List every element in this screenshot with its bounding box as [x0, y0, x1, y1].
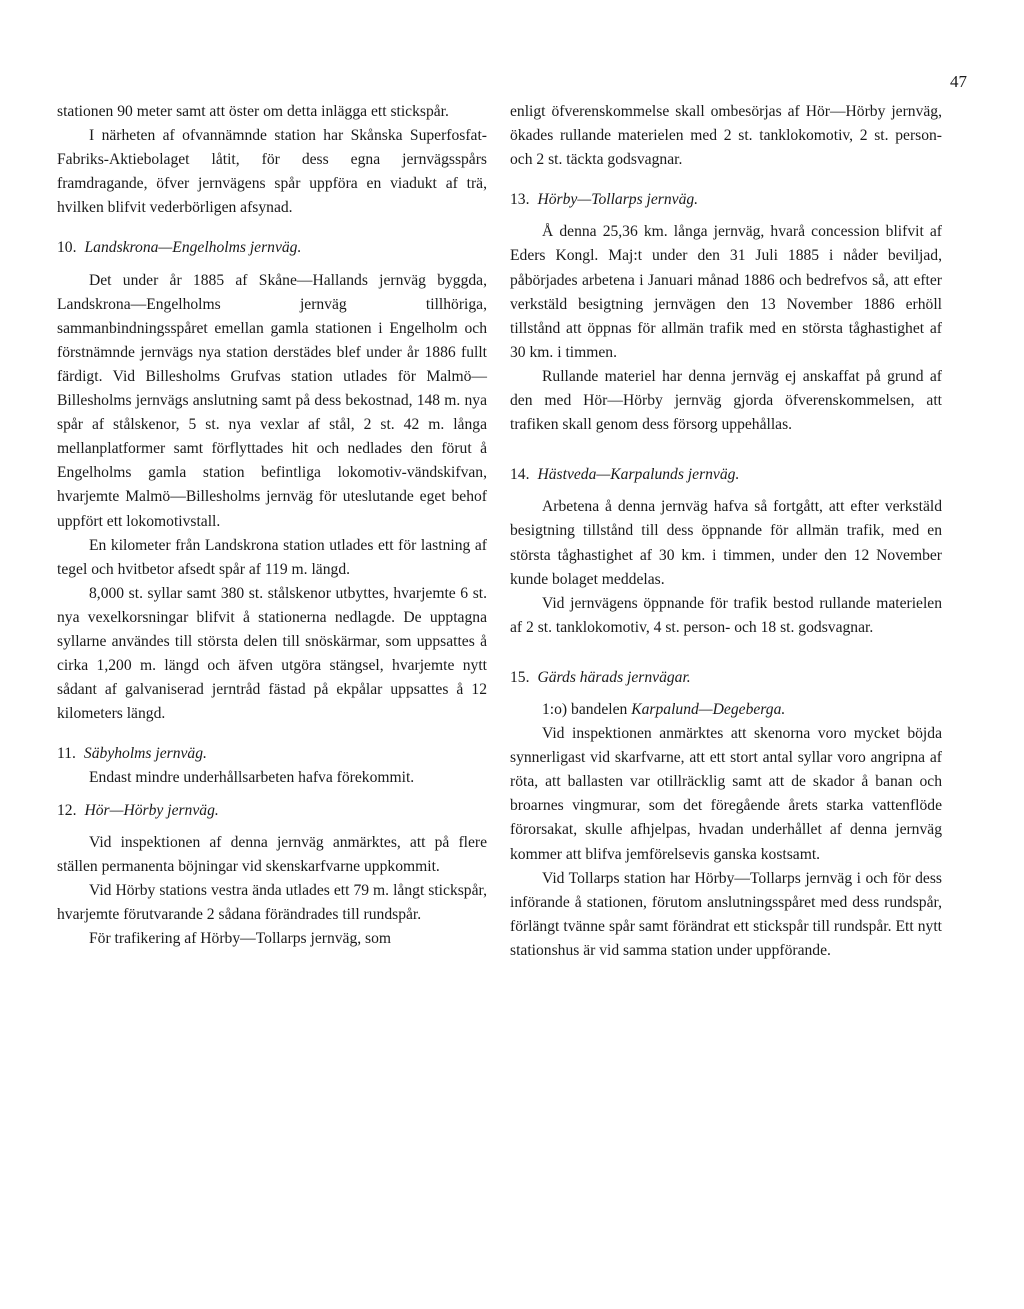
paragraph: stationen 90 meter samt att öster om detta inlägga ett stickspår.: [57, 103, 449, 120]
paragraph: Endast mindre underhållsarbeten hafva förekommit.: [89, 769, 415, 787]
paragraph: Vid Tollarps station har Hörby—Tollarps jernväg i och för dess införande å stationen, förutom anslutningsspåret med dess rundspår, förlängt tvänne spår samt förändrat ett stickspår till rundspår. Ett nytt stationshus är vid samma station under uppförande.: [510, 869, 942, 959]
page-number: 47: [950, 72, 967, 91]
section-heading-10: [57, 236, 487, 260]
paragraph: Å denna 25,36 km. långa jernväg, hvarå concession blifvit af Eders Kongl. Maj:t under den 31 Juli 1885 i nåder beviljad, påbörjades arbetena i Januari månad 1886 och bedrefvos så, att efter verkstäld besigtning jernvägen den 13 November 1886 erhöll tillstånd att öppnas för allmän trafik med en största tåghastighet af 30 km. i timmen.: [510, 223, 942, 361]
paragraph: En kilometer från Landskrona station utlades ett för lastning af tegel och hvitbetor afsedt spår af 119 m. längd.: [57, 536, 487, 578]
paragraph: Vid jernvägens öppnande för trafik bestod rullande materielen af 2 st. tanklokomotiv, 4 st. person- och 18 st. godsvagnar.: [510, 594, 942, 636]
paragraph: enligt öfverenskommelse skall ombesörjas af Hör—Hörby jernväg, ökades rullande materielen med 2 st. tanklokomotiv, 2 st. person- och 2 st. täckta godsvagnar.: [510, 103, 942, 169]
section-number: 13.: [510, 191, 530, 209]
paragraph: Vid inspektionen anmärktes att skenorna voro mycket böjda synnerligast vid skarfvarne, att ett stort antal syllar voro angripna af röta, att ballasten var otillräcklig samt att de skador å banan och broarnes vingmurar, som det föregående årets starka vattenflöde förorsakat, skulle afhjelpas, hvadan underhållet af denna jernväg kommer att blifva jemförelsevis ganska kostsamt.: [510, 725, 942, 863]
section-heading-12: [57, 799, 487, 823]
subsection-title: Karpalund—Degeberga.: [631, 700, 786, 718]
paragraph: Arbetena å denna jernväg hafva så fortgått, att efter verkstäld besigtning tillstånd till dess öppnande för allmän trafik, med en största tåghastighet af 30 km. i timmen, under den 12 November kunde bolaget meddelas.: [510, 498, 942, 588]
section-number: 10.: [57, 239, 77, 257]
section-title: Gärds härads jernvägar.: [537, 668, 691, 686]
paragraph: I närheten af ofvannämnde station har Skånska Superfosfat-Fabriks-Aktiebolaget låtit, för dess egna jernvägsspårs framdragande, öfver jernvägens spår uppföra en viadukt af trä, hvilken blifvit vederbörligen afsynad.: [57, 127, 487, 217]
paragraph: Vid inspektionen af denna jernväg anmärktes, att på flere ställen permanenta böjningar vid skenskarfvarne uppkommit.: [57, 833, 487, 875]
section-title: Hörby—Tollarps jernväg.: [537, 191, 699, 209]
section-number: 12.: [57, 801, 77, 819]
paragraph: 8,000 st. syllar samt 380 st. stålskenor utbyttes, hvarjemte 6 st. nya vexelkorsningar blifvit å stationerna nedlagde. De upptagna syllarne användes till största delen till snöskärmar, som uppsattes å cirka 1,200 m. längd och äfven utgöra stängsel, hvarjemte nytt sådant af galvaniserad jerntråd fästad på ekpålar uppsattes å 12 kilometers längd.: [57, 584, 487, 723]
section-number: 14.: [510, 466, 530, 484]
paragraph: Rullande materiel har denna jernväg ej anskaffat på grund af den med Hör—Hörby jernväg gjorda öfverenskommelsen, att trafiken skall genom dess försorg uppehållas.: [510, 367, 942, 434]
section-heading-15: [510, 666, 942, 690]
section-title: Säbyholms jernväg.: [83, 745, 207, 763]
section-heading-13: [510, 188, 942, 212]
subsection-heading: [510, 698, 942, 722]
left-column: [57, 100, 487, 951]
paragraph: För trafikering af Hörby—Tollarps jernväg, som: [89, 930, 392, 947]
section-heading-11: [57, 742, 487, 766]
right-column: [510, 100, 942, 963]
section-title: Hästveda—Karpalunds jernväg.: [537, 466, 740, 484]
section-title: Landskrona—Engelholms jernväg.: [84, 239, 302, 257]
subsection-number: 1:o) bandelen: [542, 700, 628, 718]
section-number: 15.: [510, 668, 530, 686]
paragraph: Det under år 1885 af Skåne—Hallands jernväg byggda, Landskrona—Engelholms jernväg tillhöriga, sammanbindningsspåret emellan gamla stationen i Engelholm och förstnämnde jernvägs nya station derstädes blef under år 1886 fullt färdigt. Vid Billesholms Grufvas station utlades för Malmö—Billesholms jernvägs anslutning samt på dess bekostnad, 148 m. nya spår af stålskenor, 5 st. nya vexlar af stål, 2 st. 42 m. långa mellanplatformer samt förflyttades hit och nedlades den förut å Engelholms gamla station befintliga lokomotiv-vändskifvan, hvarjemte Malmö—Billesholms jernväg för uteslutande eget behof uppfört ett lokomotivstall.: [57, 271, 487, 530]
section-number: 11.: [57, 745, 76, 763]
paragraph: Vid Hörby stations vestra ända utlades ett 79 m. långt stickspår, hvarjemte förutvarande 2 sådana förändrades till rundspår.: [57, 881, 487, 923]
section-title: Hör—Hörby jernväg.: [84, 801, 219, 819]
section-heading-14: [510, 463, 942, 487]
